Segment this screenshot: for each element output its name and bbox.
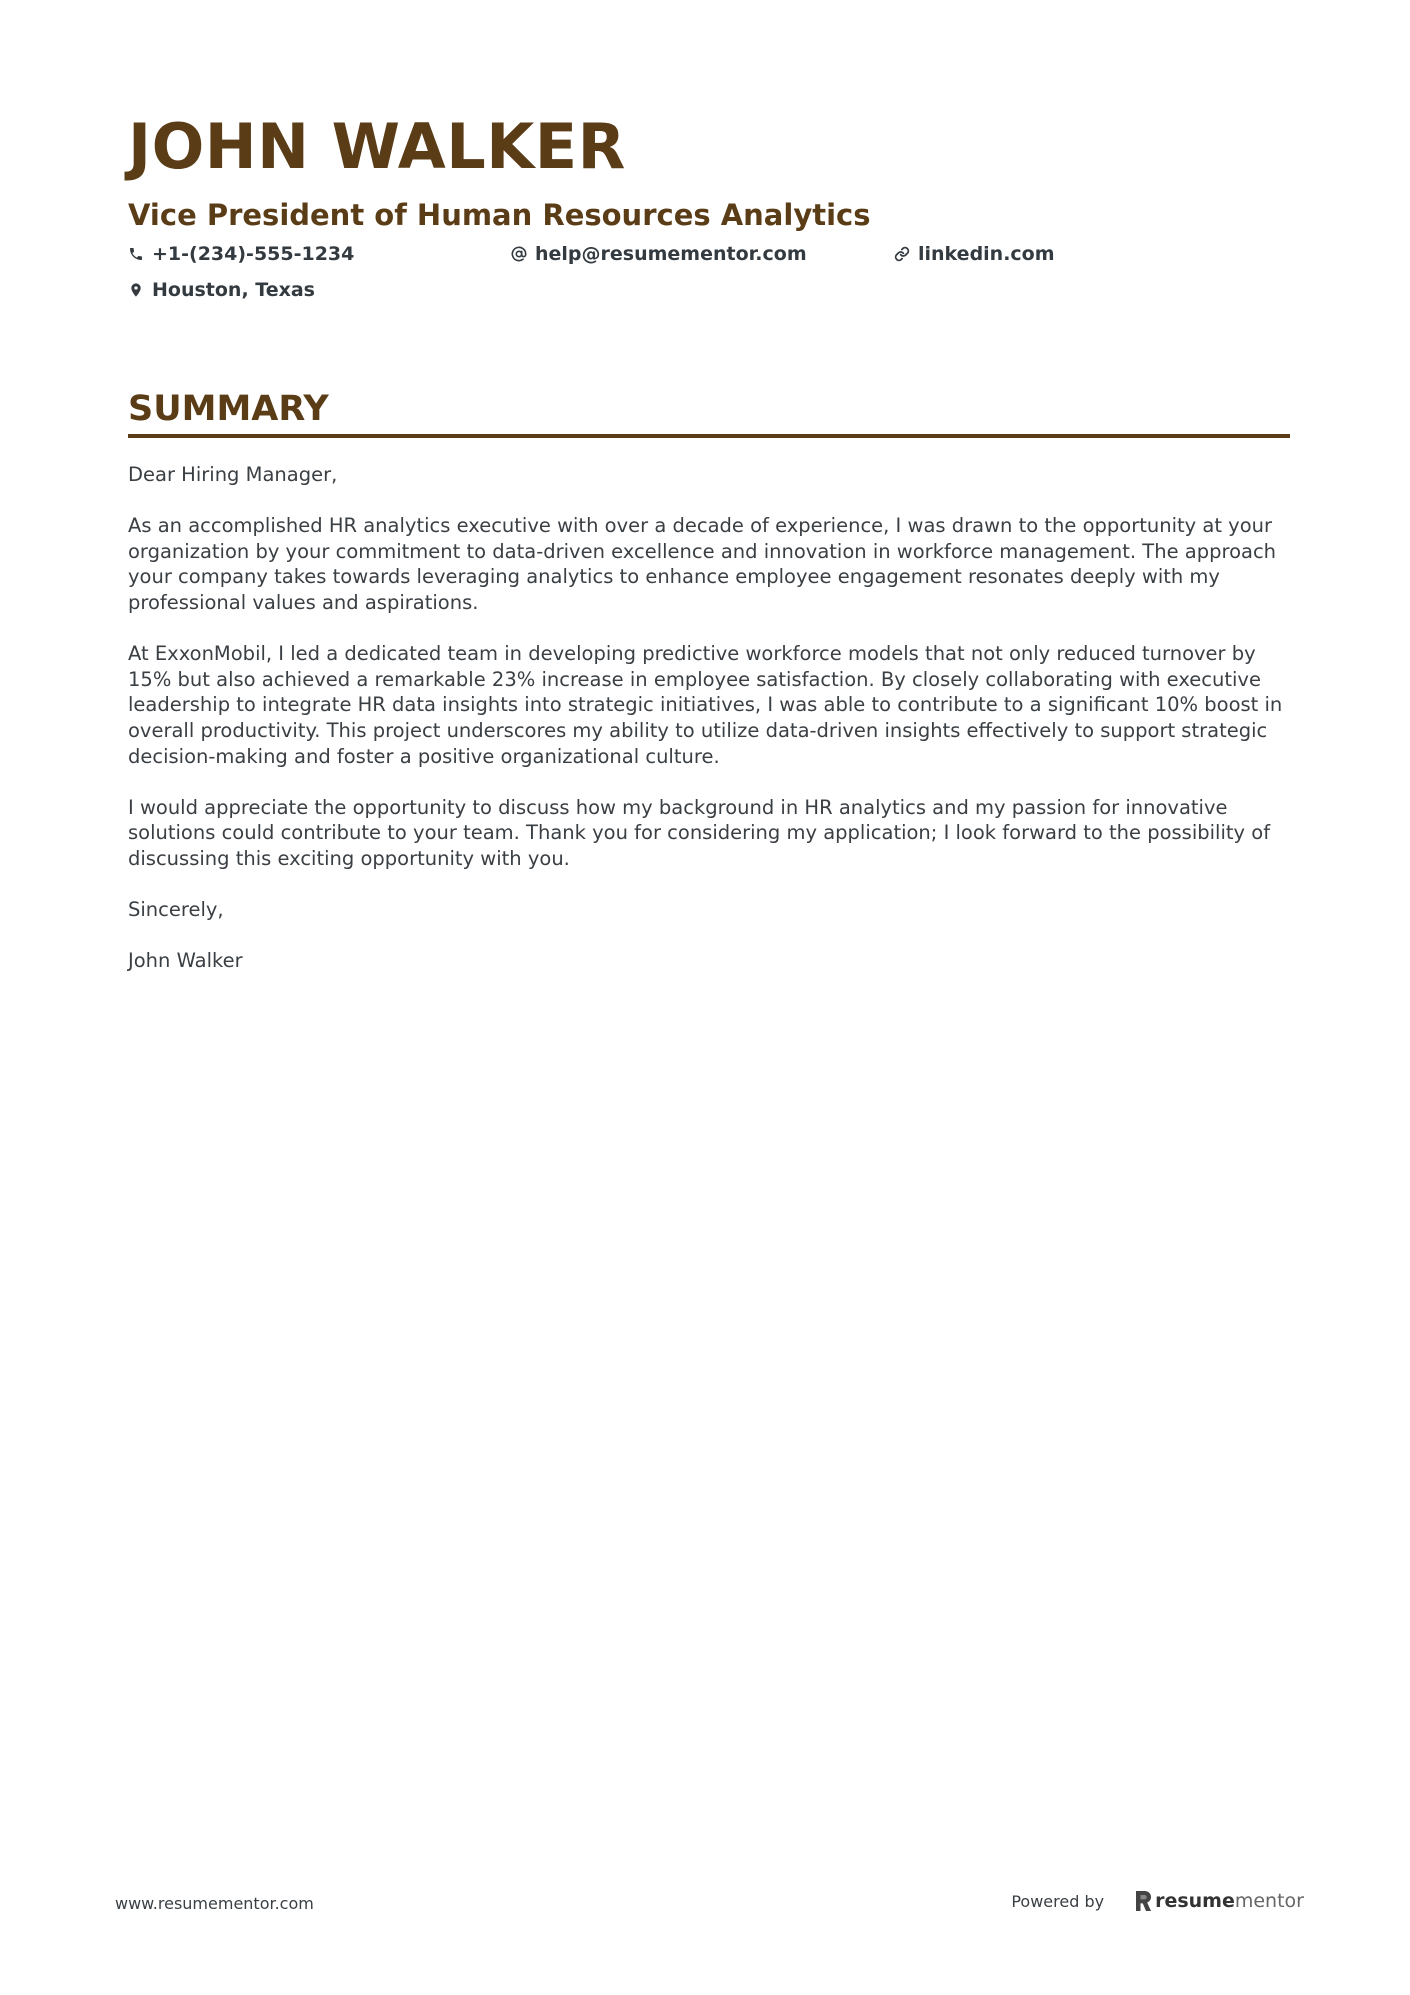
contact-location (128, 276, 315, 304)
footer-website[interactable]: www.resumementor.com (115, 1894, 314, 1913)
header (128, 108, 1288, 234)
brand-name[interactable] (1155, 1890, 1304, 1912)
map-pin-icon (128, 282, 144, 298)
section-title: SUMMARY (128, 389, 329, 429)
footer-branding (1011, 1886, 1304, 1916)
job-title: Vice President of Human Resources Analytics (128, 198, 871, 232)
letter-paragraph: At ExxonMobil, I led a dedicated team in developing predictive workforce models that not only reduced turnover by 15% but also achieved a remarkable 23% increase in employee satisfaction. By closely collaborating with executive leadership to integrate HR data insights into strategic initiatives, I was able to contribute to a significant 10% boost in overall productivity. This project underscores my ability to utilize data-driven insights effectively to support strategic decision-making and foster a positive organizational culture. (128, 642, 1283, 768)
brand-name-bold: resume (1155, 1890, 1235, 1912)
letter-closing: Sincerely, (128, 898, 224, 922)
at-sign-icon (511, 246, 527, 262)
letter-paragraph: As an accomplished HR analytics executive with over a decade of experience, I was drawn to the opportunity at your organization by your commitment to data-driven excellence and innovation in workforce management. The approach your company takes towards leveraging analytics to enhance employee engagement resonates deeply with my professional values and aspirations. (128, 514, 1277, 614)
contact-phone (128, 240, 354, 268)
summary-section (128, 386, 1290, 999)
phone-text: +1-(234)-555-1234 (152, 243, 355, 265)
brand-name-light: mentor (1234, 1890, 1304, 1912)
email-text[interactable]: help@resumementor.com (535, 243, 807, 265)
contact-website[interactable] (894, 240, 1055, 268)
powered-by-label: Powered by (1011, 1891, 1105, 1911)
location-text: Houston, Texas (152, 279, 315, 301)
section-divider (128, 434, 1290, 438)
website-text[interactable]: linkedin.com (918, 243, 1055, 265)
candidate-name: JOHN WALKER (128, 110, 626, 183)
link-icon (894, 246, 910, 262)
phone-icon (128, 246, 144, 262)
letter-greeting: Dear Hiring Manager, (128, 463, 338, 486)
letter-paragraph: I would appreciate the opportunity to discuss how my background in HR analytics and my passion for innovative solutions could contribute to your team. Thank you for considering my application; I look forward to the possibility of discussing this exciting opportunity with you. (128, 795, 1271, 870)
letter-signature: John Walker (128, 949, 243, 973)
resumementor-logo-icon (1134, 1890, 1152, 1912)
contact-email[interactable] (511, 240, 807, 268)
letter-body (128, 462, 1290, 974)
